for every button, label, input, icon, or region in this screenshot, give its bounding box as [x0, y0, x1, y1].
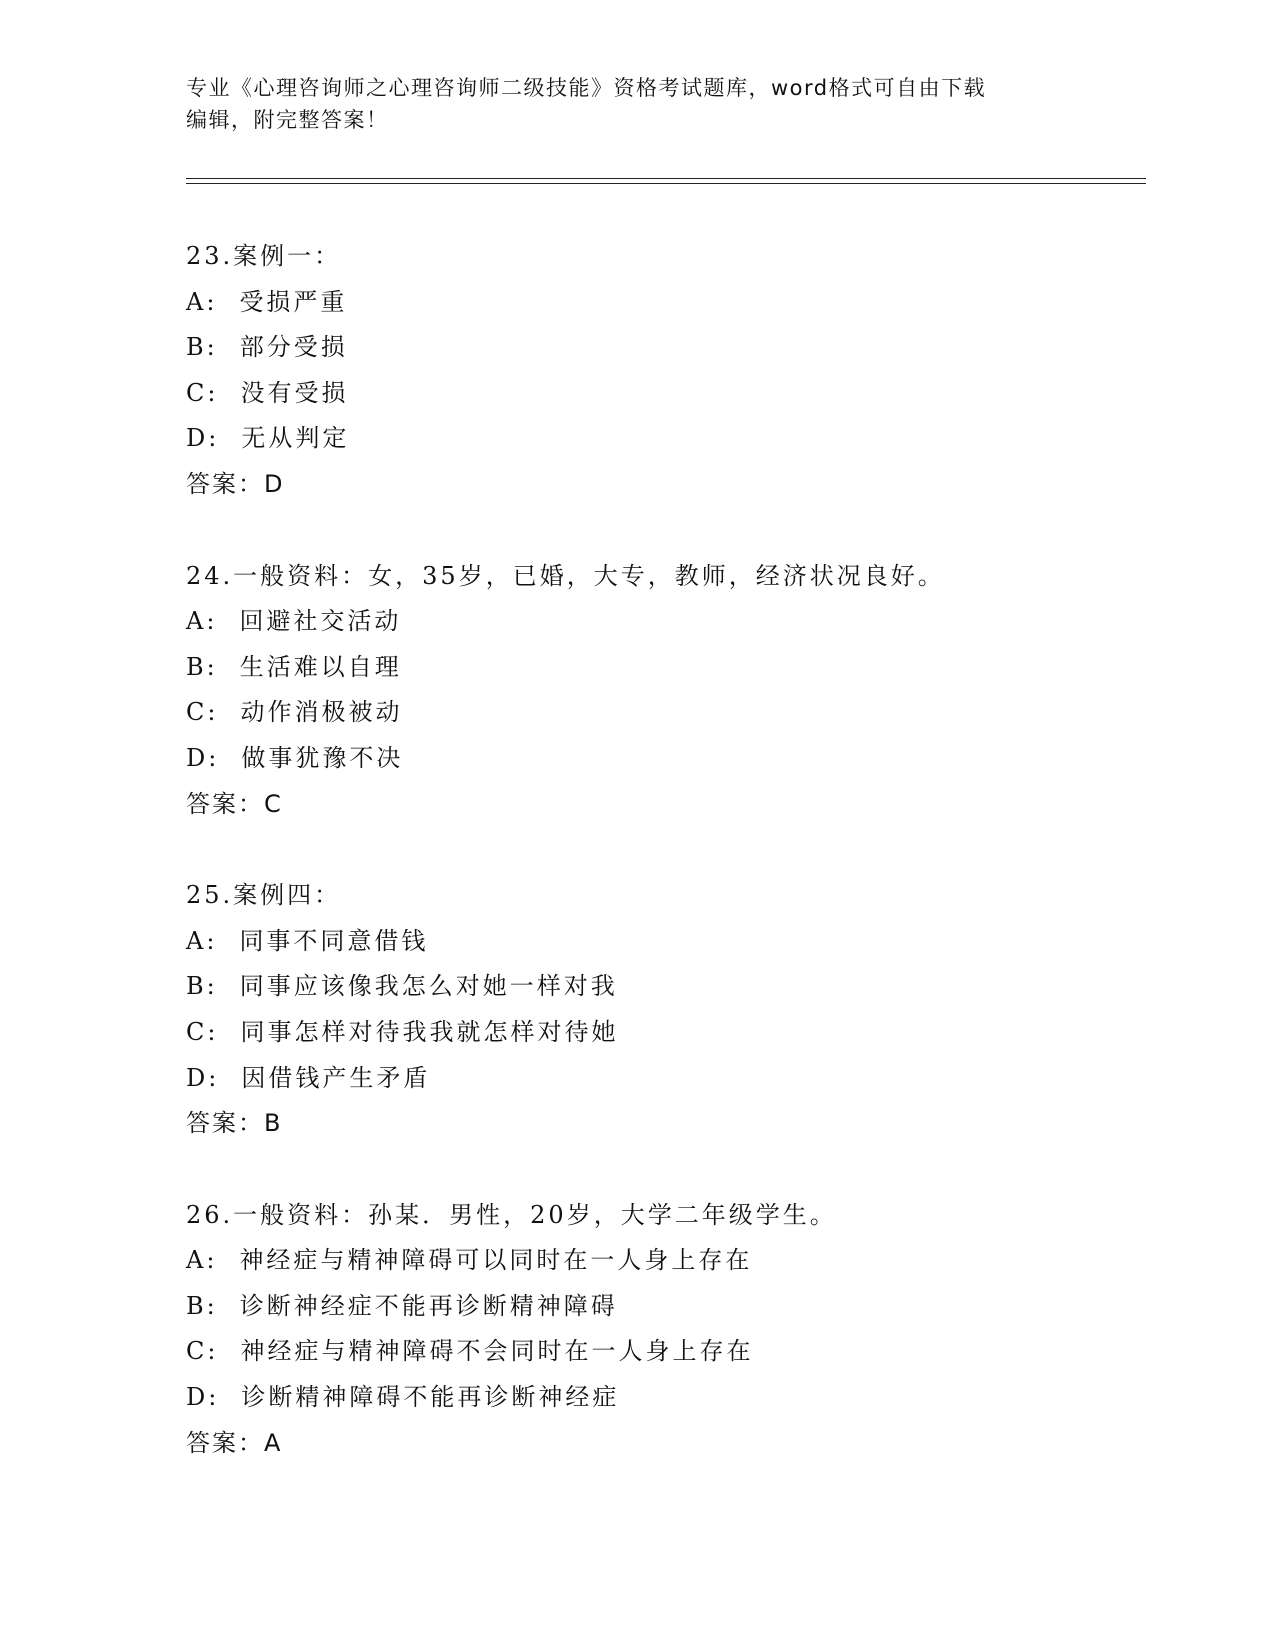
- option-a: A: 回避社交活动: [186, 599, 1136, 645]
- option-letter: A: [186, 1246, 207, 1275]
- option-text: 动作消极被动: [240, 698, 403, 727]
- option-text: 做事犹豫不决: [241, 743, 404, 772]
- option-letter: B: [186, 972, 207, 1001]
- option-a: A: 受损严重: [186, 280, 1136, 326]
- option-letter: B: [186, 1291, 207, 1320]
- header-line-2: 编辑，附完整答案！: [186, 108, 389, 132]
- option-text: 生活难以自理: [239, 652, 402, 681]
- option-text: 没有受损: [240, 378, 349, 407]
- option-text: 回避社交活动: [239, 607, 402, 636]
- question-stem: 24.一般资料：女，35岁，已婚，大专，教师，经济状况良好。: [186, 561, 945, 590]
- option-text: 无从判定: [241, 424, 350, 453]
- option-letter: A: [186, 607, 207, 636]
- option-c: C: 动作消极被动: [186, 690, 1136, 736]
- question-26: [186, 1193, 1136, 1467]
- option-text: 因借钱产生矛盾: [241, 1063, 431, 1092]
- header-rule-bottom: [186, 183, 1146, 184]
- answer-line: 答案：B: [186, 1109, 283, 1138]
- question-23: [186, 234, 1136, 508]
- option-letter: C: [186, 698, 208, 727]
- answer-line: 答案：D: [186, 469, 285, 498]
- question-list: [186, 234, 1136, 1512]
- option-c: C: 同事怎样对待我我就怎样对待她: [186, 1010, 1136, 1056]
- option-text: 诊断精神障碍不能再诊断神经症: [241, 1383, 620, 1412]
- question-25: [186, 873, 1136, 1147]
- option-c: C: 没有受损: [186, 371, 1136, 417]
- header-rule-top: [186, 178, 1146, 179]
- option-b: B: 部分受损: [186, 325, 1136, 371]
- header-line-1: 专业《心理咨询师之心理咨询师二级技能》资格考试题库，word格式可自由下载: [186, 76, 987, 100]
- option-b: B: 生活难以自理: [186, 645, 1136, 691]
- option-c: C: 神经症与精神障碍不会同时在一人身上存在: [186, 1329, 1136, 1375]
- option-letter: B: [186, 652, 207, 681]
- answer-line: 答案：A: [186, 1428, 283, 1457]
- option-d: D: 因借钱产生矛盾: [186, 1056, 1136, 1102]
- option-letter: C: [186, 1337, 208, 1366]
- question-stem: 23.案例一：: [186, 242, 342, 270]
- option-letter: C: [186, 1017, 208, 1046]
- option-letter: D: [186, 1383, 209, 1412]
- option-d: D: 无从判定: [186, 416, 1136, 462]
- option-letter: A: [186, 287, 207, 316]
- option-letter: B: [186, 333, 207, 362]
- document-header: [186, 72, 1086, 136]
- option-text: 部分受损: [239, 333, 348, 362]
- option-text: 诊断神经症不能再诊断精神障碍: [239, 1291, 618, 1320]
- option-text: 同事应该像我怎么对她一样对我: [239, 972, 618, 1001]
- option-text: 神经症与精神障碍可以同时在一人身上存在: [239, 1246, 753, 1275]
- option-text: 受损严重: [239, 287, 348, 316]
- option-letter: D: [186, 743, 209, 772]
- question-24: [186, 554, 1136, 828]
- option-letter: D: [186, 424, 209, 453]
- option-a: A: 同事不同意借钱: [186, 919, 1136, 965]
- option-letter: C: [186, 378, 208, 407]
- option-text: 同事不同意借钱: [239, 926, 429, 955]
- option-letter: D: [186, 1063, 209, 1092]
- option-b: B: 同事应该像我怎么对她一样对我: [186, 964, 1136, 1010]
- option-d: D: 做事犹豫不决: [186, 736, 1136, 782]
- option-b: B: 诊断神经症不能再诊断精神障碍: [186, 1284, 1136, 1330]
- question-stem: 25.案例四：: [186, 881, 342, 910]
- option-text: 同事怎样对待我我就怎样对待她: [240, 1017, 619, 1046]
- option-d: D: 诊断精神障碍不能再诊断神经症: [186, 1375, 1136, 1421]
- question-stem: 26.一般资料：孙某．男性，20岁，大学二年级学生。: [186, 1200, 837, 1229]
- option-text: 神经症与精神障碍不会同时在一人身上存在: [240, 1337, 754, 1366]
- answer-line: 答案：C: [186, 789, 283, 818]
- option-a: A: 神经症与精神障碍可以同时在一人身上存在: [186, 1238, 1136, 1284]
- option-letter: A: [186, 926, 207, 955]
